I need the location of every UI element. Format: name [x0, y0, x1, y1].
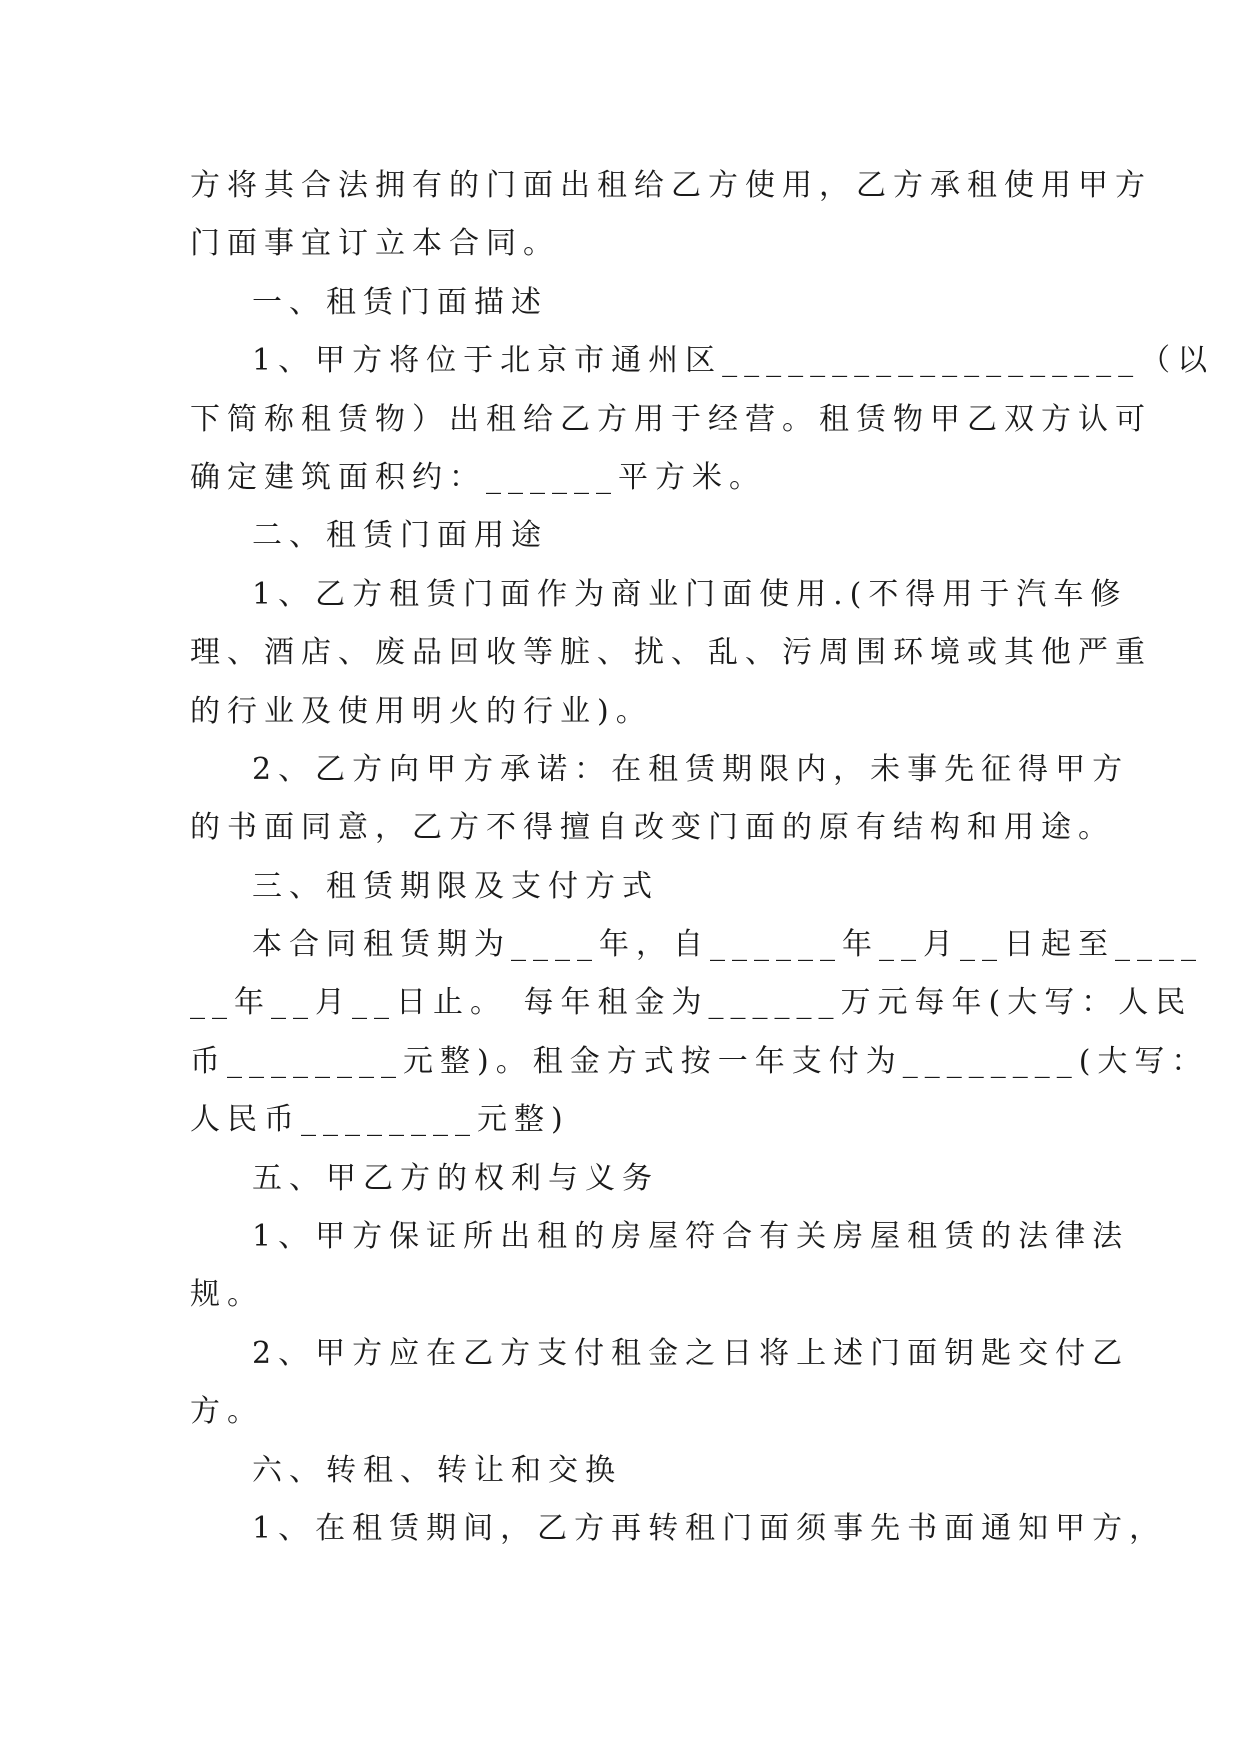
text-line: 币________元整)。租金方式按一年支付为________(大写： — [190, 1043, 1209, 1079]
text-line: 本合同租赁期为____年，自______年__月__日起至____ — [252, 927, 1203, 963]
text-line: 一、租赁门面描述 — [252, 284, 548, 320]
text-line: 2、乙方向甲方承诺：在租赁期限内，未事先征得甲方 — [252, 751, 1130, 787]
text-line: 理、酒店、废品回收等脏、扰、乱、污周围环境或其他严重 — [190, 635, 1152, 671]
text-line: 规。 — [190, 1277, 264, 1313]
text-line: __年__月__日止。 每年租金为______万元每年(大写：人民 — [190, 985, 1193, 1021]
text-line: 门面事宜订立本合同。 — [190, 226, 560, 262]
text-line: 方。 — [190, 1394, 264, 1430]
text-line: 1、在租赁期间，乙方再转租门面须事先书面通知甲方， — [252, 1510, 1167, 1546]
text-line: 人民币________元整) — [190, 1102, 570, 1138]
text-line: 五、甲乙方的权利与义务 — [252, 1160, 659, 1196]
text-line: 方将其合法拥有的门面出租给乙方使用，乙方承租使用甲方 — [190, 168, 1152, 203]
text-line: 三、租赁期限及支付方式 — [252, 868, 659, 904]
text-line: 1、甲方保证所出租的房屋符合有关房屋租赁的法律法 — [252, 1219, 1130, 1255]
text-line: 二、租赁门面用途 — [252, 518, 548, 554]
text-line: 1、甲方将位于北京市通州区___________________（以 — [252, 343, 1215, 379]
text-line: 的书面同意，乙方不得擅自改变门面的原有结构和用途。 — [190, 810, 1115, 846]
contract-body-text — [190, 157, 1215, 1558]
text-line: 六、转租、转让和交换 — [252, 1452, 622, 1488]
text-line: 2、甲方应在乙方支付租金之日将上述门面钥匙交付乙 — [252, 1335, 1130, 1371]
text-line: 1、乙方租赁门面作为商业门面使用.(不得用于汽车修 — [252, 576, 1128, 612]
text-line: 的行业及使用明火的行业)。 — [190, 693, 653, 729]
text-line: 下简称租赁物）出租给乙方用于经营。租赁物甲乙双方认可 — [190, 401, 1152, 437]
text-line: 确定建筑面积约：______平方米。 — [190, 459, 766, 495]
